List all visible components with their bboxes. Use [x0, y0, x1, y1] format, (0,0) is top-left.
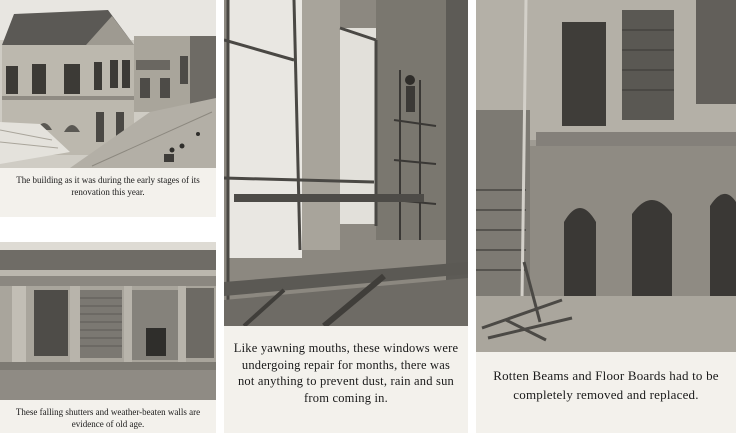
photo-panel-falling-shutters: [0, 242, 216, 433]
photo-panel-rotten-beams: [476, 0, 736, 433]
caption-building-early: The building as it was during the early stages of its renovation this year.: [16, 175, 200, 197]
photo-windows-repair: [224, 0, 468, 326]
caption-falling-shutters: These falling shutters and weather-beaten walls are evidence of old age.: [15, 407, 201, 429]
photo-shutters-walls: [0, 242, 216, 400]
photo-panel-yawning-windows: [224, 0, 468, 433]
caption-yawning-windows: Like yawning mouths, these windows were undergoing repair for months, there was not anything to prevent dust, rain and sun from coming in.: [233, 341, 459, 405]
photo-building-exterior: [0, 0, 216, 168]
caption-rotten-beams: Rotten Beams and Floor Boards had to be completely removed and replaced.: [493, 368, 719, 402]
photo-rotten-beams: [476, 0, 736, 352]
photo-panel-building-early: [0, 0, 216, 217]
